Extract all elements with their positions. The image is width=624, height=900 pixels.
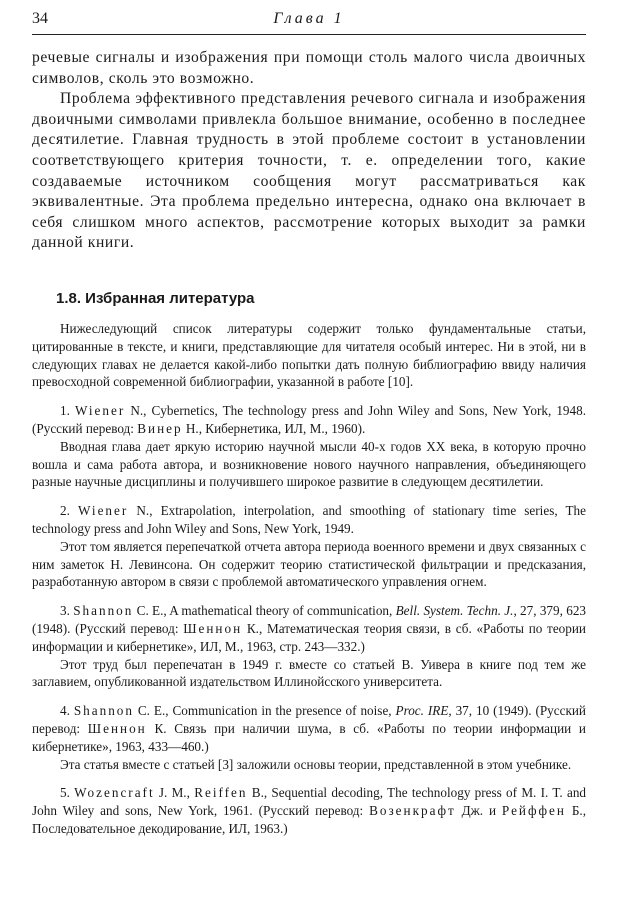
reference-author: Shannon [73,603,134,619]
reference-journal: Proc. IRE [395,703,449,719]
intro-text [32,48,586,254]
reference-4: 4. Shannon C. E., Communication in the presence of noise, Proc. IRE, 37, 10 (1949). (Русский перевод: Шеннон К. Связь при наличии шума, в сб. «Работы по теории информации и кибернетике», 1963, 433—460.) [32,703,586,754]
page-header [32,8,586,35]
reference-translated-author: Шеннон [183,620,243,636]
running-head: Глава 1 [273,10,345,27]
reference-5: 5. Wozencraft J. M., Reiffen B., Sequential decoding, The technology press of M. I. T. and John Wiley and sons, New York, 1961. (Русский перевод: Возенкрафт Дж. и Рейффен Б., Последовательное декодирование, ИЛ, 1963.) [32,785,587,836]
reference-translated-author: Винер [137,420,183,436]
reference-journal: Bell. System. Techn. J. [395,603,514,619]
reference-author: Wiener [78,503,129,519]
section-intro-paragraph: Нижеследующий список литературы содержит только фундаментальные статьи, цитированные в тексте, и книги, представляющие для читателя особый интерес. Ни в этой, ни в следующих главах не делается какой-либо попытки дать полную библиографию ввиду наличия превосходной современной библиографии, указанной в работе [10]. [32,321,586,390]
reference-note-2: Этот том является перепечаткой отчета автора периода военного времени и двух связанных с ним заметок Н. Левинсона. Он содержит теорию статистической фильтрации и предсказания, разработанную автором в связи с проблемой автоматического управления огнем. [32,538,586,590]
reference-author: Wozencraft [74,785,155,801]
reference-note-4: Эта статья вместе с статьей [3] заложили основы теории, представленной в этом учебнике. [60,756,572,772]
intro-paragraph-2: Проблема эффективного представления речевого сигнала и изображения двоичными символами привлекла большое внимание, особенно в последнее десятилетие. Главная трудность в этой проблеме состоит в установлении соответствующего критерия точности, т. е. определении того, какие создаваемые источником сообщения могут рассматриваться как эквивалентные. Эта проблема предельно интересна, однако она включает в себя слишком много аспектов, рассмотрение которых выходит за рамки данной книги. [32,90,586,252]
bibliography [32,320,586,838]
reference-translated-author-2: Рейффен [501,803,566,819]
reference-1: 1. Wiener N., Cybernetics, The technology press and John Wiley and Sons, New York, 1948. (Русский перевод: Винер Н., Кибернетика, ИЛ, М., 1960). [32,403,587,436]
reference-translated-author: Возенкрафт [369,803,456,819]
reference-note-3: Этот труд был перепечатан в 1949 г. вместе со статьей В. Уивера в книге под тем же заглавием, опубликованной издательством Иллинойсского университета. [32,656,586,690]
reference-translated-author: Шеннон [87,720,147,736]
page-number: 34 [32,10,48,27]
reference-author-2: Reiffen [194,785,248,801]
section-title: 1.8. Избранная литература [56,290,255,307]
reference-author: Wiener [74,403,126,419]
reference-note-1: Вводная глава дает яркую историю научной мысли 40-х годов XX века, в которую прочно вошла и сама работа автора, и возникновение нового научного направления, объединяющего разные научные дисциплины и получившего широкое развитие в следующем десятилетии. [32,438,586,490]
reference-author: Shannon [73,703,134,719]
reference-2: 2. Wiener N., Extrapolation, interpolation, and smoothing of stationary time series, The technology press and John Wiley and Sons, New York, 1949. [32,503,586,536]
intro-paragraph-1: речевые сигналы и изображения при помощи столь малого числа двоичных символов, сколь это возможно. [32,49,586,87]
reference-3: 3. Shannon C. E., A mathematical theory of communication, Bell. System. Techn. J., 27, 379, 623 (1948). (Русский перевод: Шеннон К., Математическая теория связи, в сб. «Работы по теории информации и кибернетике», ИЛ, М., 1963, стр. 243—332.) [32,603,587,654]
